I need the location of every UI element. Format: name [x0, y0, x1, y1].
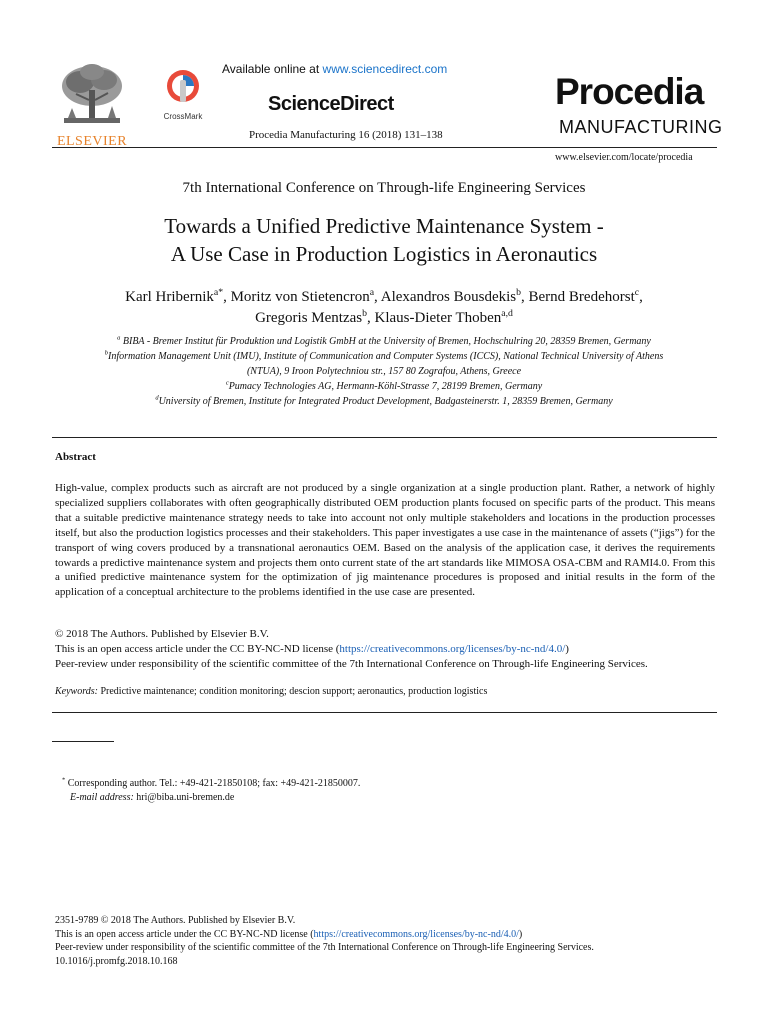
open-access-prefix: This is an open access article under the CC BY-NC-ND license (: [55, 643, 340, 655]
corresponding-author: [62, 777, 360, 791]
author-sup: a: [369, 287, 375, 298]
author-sup: c: [634, 287, 640, 298]
crossmark-badge[interactable]: [158, 68, 208, 124]
bottom-matter: [55, 914, 735, 968]
affiliation-text: BIBA - Bremer Institut für Produktion und Logistik GmbH at the University of Bremen, Hochschulring 20, 28359 Bremen, Germany: [120, 336, 651, 347]
email-label: E-mail address:: [70, 792, 134, 803]
affiliation-b: [40, 349, 728, 364]
abstract-body: High-value, complex products such as aircraft are not produced by a single organization at a single production plant. Rather, a network of highly specialized suppliers collaborates with often geographically distributed OEM production plants focused on specific parts of the product. This means that a suitable predictive maintenance strategy needs to take into account not only multiple stakeholders and locations in the production processes itself, but also the production logistics processes and their stakeholders. This paper investigates a use case in the maintenance of assets (“jigs”) for the transport of wing covers produced by a transnational aeronautics OEM. Based on the analysis of the application case, it derives the requirements towards a predictive maintenance system and projects them onto current state of the art standards like MIMOSA OSA-CBM and RAMI4.0. From this a unified predictive maintenance system for the optimization of jig maintenance procedures is proposed and initial results in the form of the application of a conceptual architecture to the problems identified in the use case are presented.: [55, 482, 715, 599]
affiliation-sup: a: [117, 334, 121, 342]
author-line-1: [40, 287, 728, 308]
available-prefix: Available online at: [222, 62, 323, 76]
author-sep: ,: [521, 289, 529, 305]
bottom-open-access-suffix: ): [518, 928, 523, 940]
affiliation-sup: b: [104, 349, 108, 357]
available-online: [222, 62, 447, 76]
corresponding-text: Corresponding author. Tel.: +49-421-21850108; fax: +49-421-21850007.: [65, 778, 361, 789]
footnote-mark: *: [62, 776, 66, 784]
affiliation-a: [40, 334, 728, 349]
open-access-suffix: ): [565, 643, 569, 655]
author-sup: a*: [213, 287, 224, 298]
title-line-1: Towards a Unified Predictive Maintenance System -: [164, 214, 604, 238]
author-sup: b: [362, 308, 367, 319]
keywords: [55, 686, 487, 697]
author-sep: ,: [223, 289, 231, 305]
abstract-heading: Abstract: [55, 451, 96, 463]
locate-url[interactable]: www.elsevier.com/locate/procedia: [555, 152, 693, 163]
author-name: Gregoris Mentzas: [255, 310, 363, 326]
sciencedirect-link[interactable]: www.sciencedirect.com: [322, 62, 448, 76]
peer-review-line: Peer-review under responsibility of the scientific committee of the 7th International Conference on Through-life Engineering Services.: [55, 658, 648, 670]
footnote-rule: [52, 741, 114, 742]
author-sep: ,: [367, 310, 375, 326]
journal-reference: Procedia Manufacturing 16 (2018) 131–138: [249, 129, 443, 141]
conference-name: 7th International Conference on Through-life Engineering Services: [182, 180, 586, 196]
crossmark-label: CrossMark: [163, 112, 203, 121]
affiliation-text: Pumacy Technologies AG, Hermann-Köhl-Strasse 7, 28199 Bremen, Germany: [228, 381, 543, 392]
author-name: Bernd Bredehorst: [528, 289, 635, 305]
bottom-open-access-prefix: This is an open access article under the CC BY-NC-ND license (: [55, 928, 314, 940]
elsevier-wordmark: ELSEVIER: [56, 134, 128, 149]
abstract-bottom-rule: [52, 712, 717, 713]
affiliation-text: (NTUA), 9 Iroon Polytechniou str., 157 80 Zografou, Athens, Greece: [246, 366, 522, 377]
author-name: Klaus-Dieter Thoben: [374, 310, 502, 326]
keywords-label: Keywords:: [55, 686, 98, 697]
author-list: [40, 287, 728, 329]
doi-line[interactable]: 10.1016/j.promfg.2018.10.168: [55, 955, 178, 967]
author-name: Karl Hribernik: [125, 289, 214, 305]
copyright-line: © 2018 The Authors. Published by Elsevier B.V.: [55, 628, 269, 640]
open-access-line: [55, 642, 725, 657]
abstract-top-rule: [52, 437, 717, 438]
author-sep: ,: [639, 289, 643, 305]
affiliation-b-cont: [40, 364, 728, 379]
affiliation-c: [40, 379, 728, 394]
bottom-license-link[interactable]: https://creativecommons.org/licenses/by-nc-nd/4.0/: [313, 928, 519, 940]
license-link[interactable]: https://creativecommons.org/licenses/by-nc-nd/4.0/: [339, 643, 566, 655]
bottom-peer-review: Peer-review under responsibility of the scientific committee of the 7th International Conference on Through-life Engineering Services.: [55, 942, 594, 953]
elsevier-logo: [52, 60, 132, 150]
affiliation-sup: d: [155, 394, 159, 402]
author-name: Moritz von Stietencron: [230, 289, 370, 305]
affiliation-d: [40, 394, 728, 409]
issn-line: 2351-9789 © 2018 The Authors. Published by Elsevier B.V.: [55, 915, 296, 926]
email-address[interactable]: hri@biba.uni-bremen.de: [133, 792, 235, 803]
affiliation-sup: c: [225, 379, 229, 387]
crossmark-icon: [165, 68, 201, 106]
procedia-title: Procedia: [555, 71, 704, 112]
title-line-2: A Use Case in Production Logistics in Aeronautics: [170, 242, 598, 266]
sciencedirect-brand: ScienceDirect: [268, 93, 394, 115]
license-block: [55, 627, 725, 672]
affiliations: [40, 334, 728, 409]
keywords-text: Predictive maintenance; condition monitoring; descion support; aeronautics, production logistics: [97, 686, 488, 697]
affiliation-text: University of Bremen, Institute for Integrated Product Development, Badgasteinerstr. 1, 28359 Bremen, Germany: [158, 396, 613, 407]
author-sup: a,d: [501, 308, 513, 319]
elsevier-tree-icon: [52, 60, 132, 132]
email-line: [62, 791, 360, 805]
author-sup: b: [516, 287, 522, 298]
header-divider: [52, 147, 717, 148]
author-line-2: [40, 308, 728, 329]
procedia-subtitle: MANUFACTURING: [559, 117, 723, 137]
footnote: [62, 777, 360, 805]
author-name: Alexandros Bousdekis: [380, 289, 517, 305]
paper-title: [40, 212, 728, 268]
bottom-open-access: [55, 928, 735, 942]
affiliation-text: Information Management Unit (IMU), Institute of Communication and Computer Systems (ICCS), National Technical University of Athens: [108, 351, 664, 362]
author-sep: ,: [374, 289, 381, 305]
